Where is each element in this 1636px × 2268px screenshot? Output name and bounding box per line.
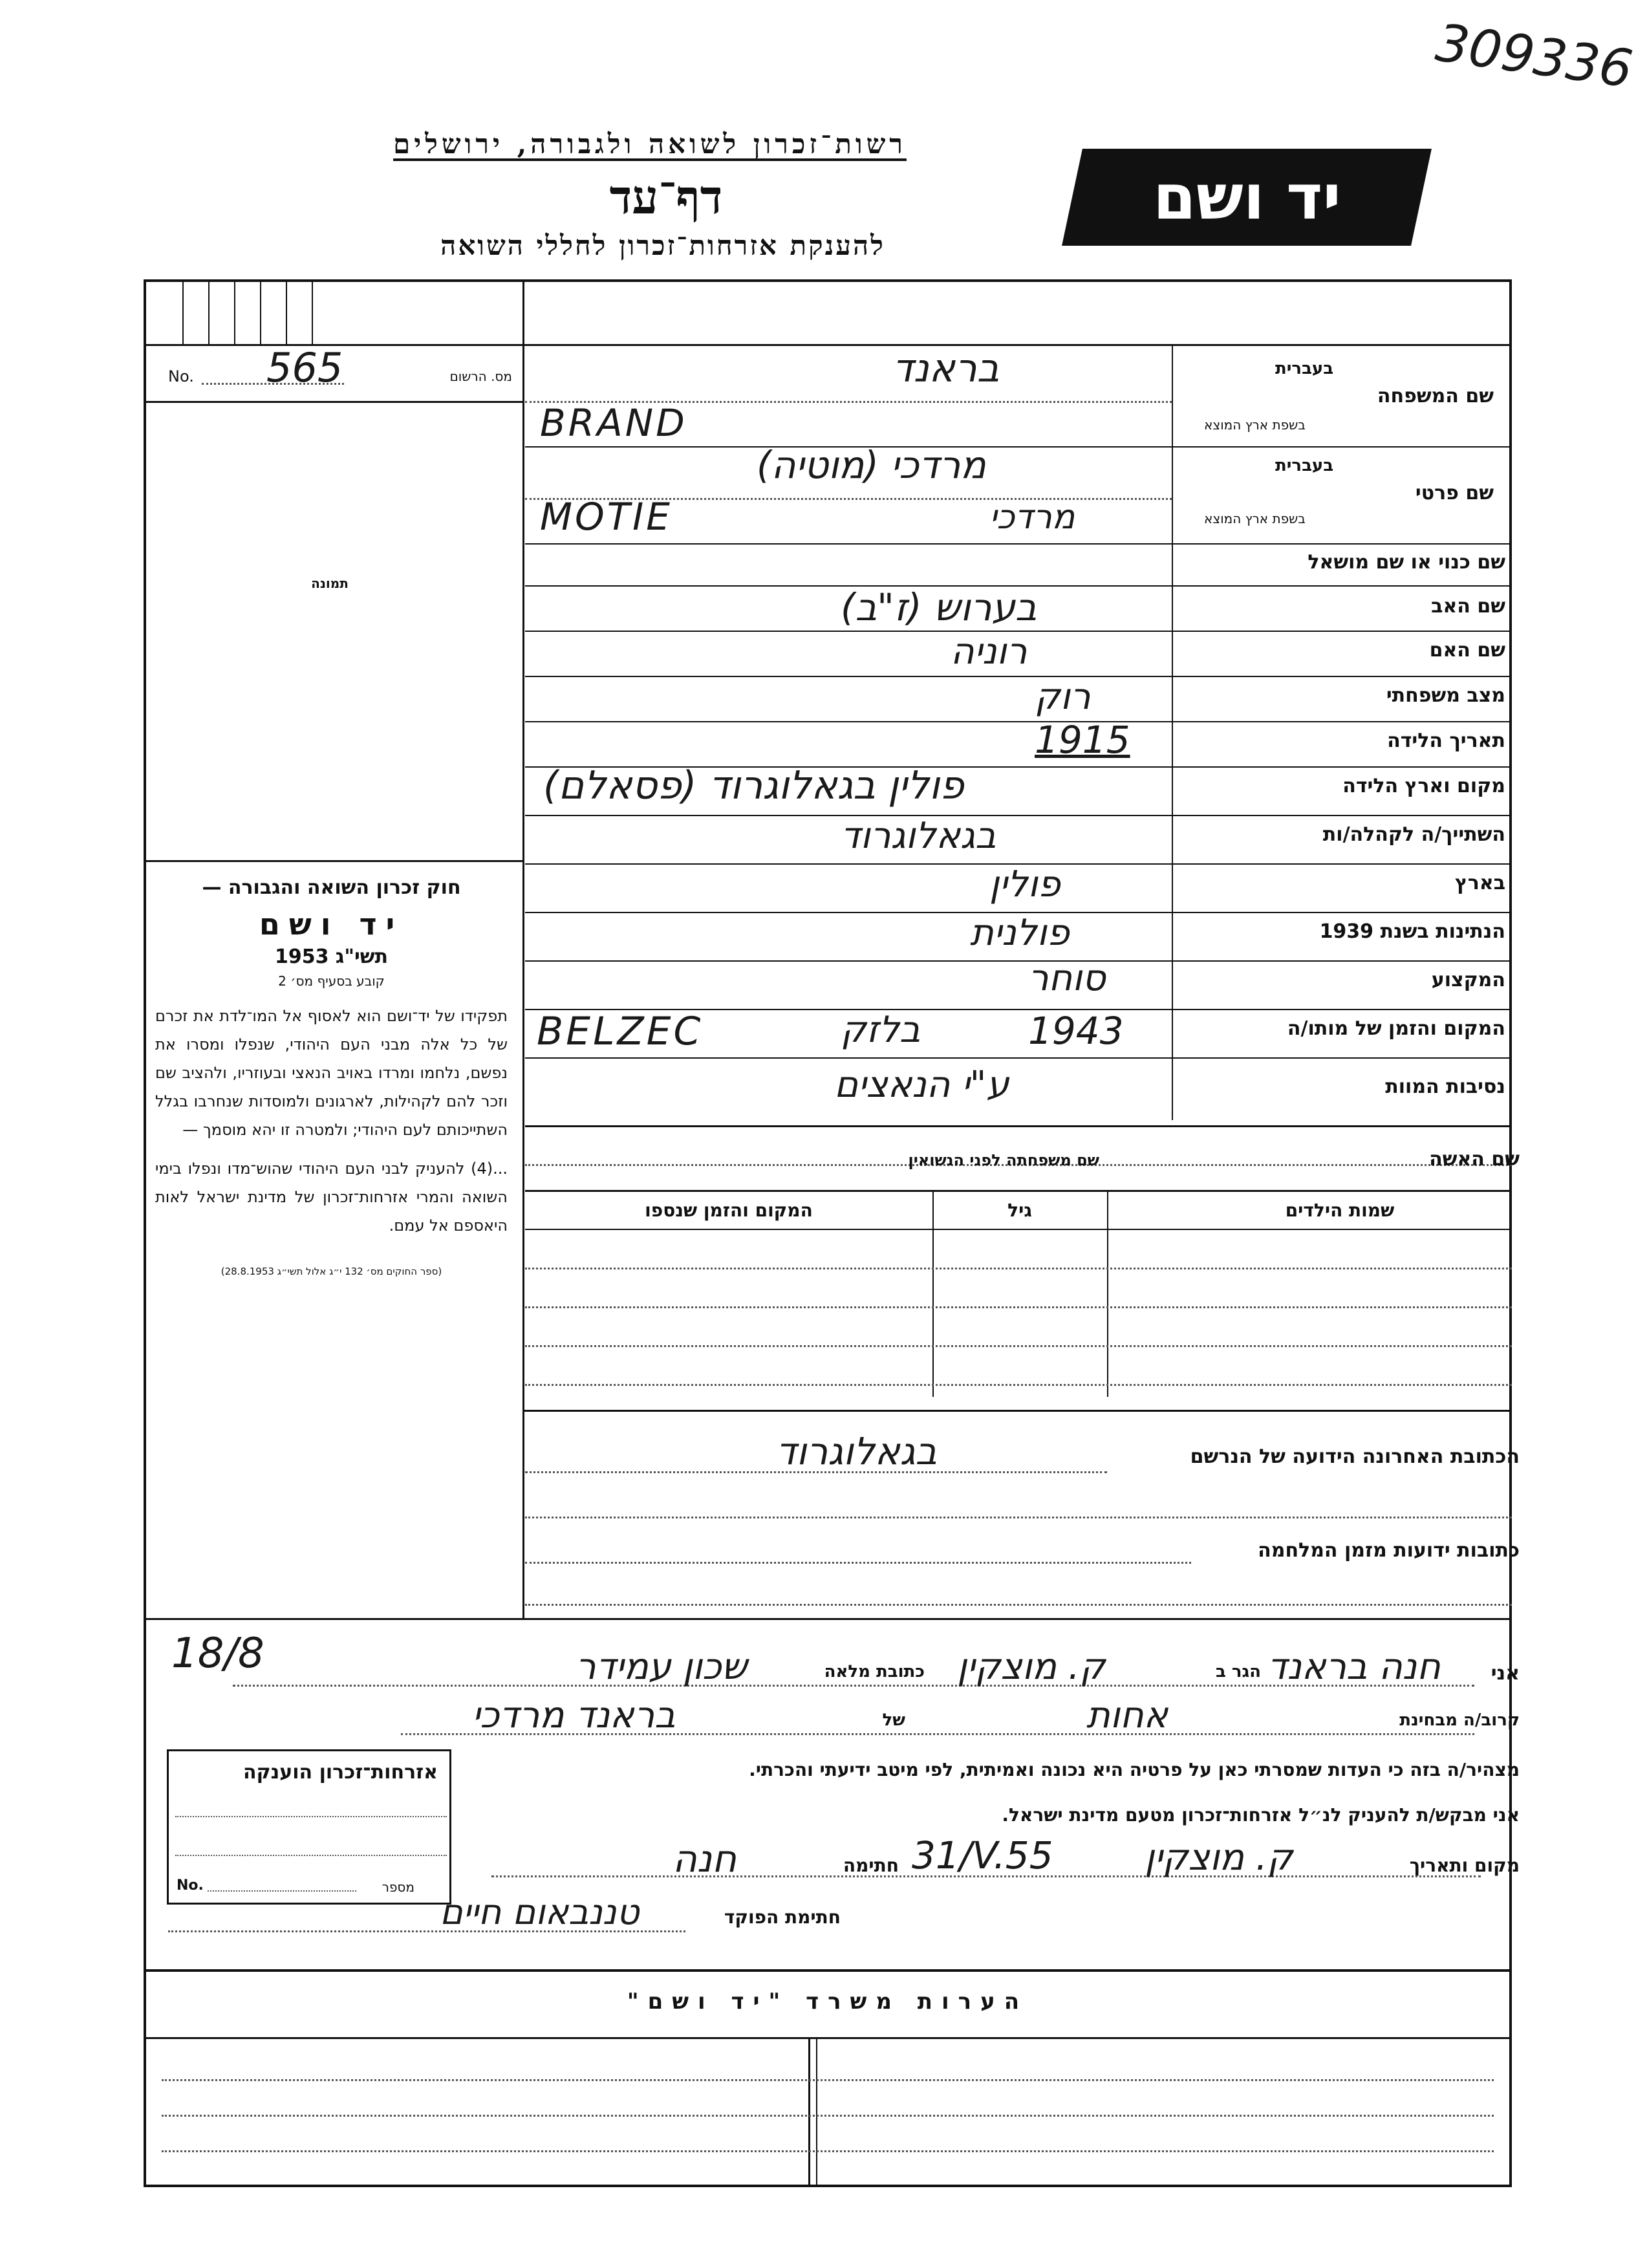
children-header-place: המקום והזמן שנספו	[645, 1200, 813, 1221]
first-origin-sub: בשפת ארץ המוצא	[1204, 511, 1306, 526]
law-para2: ...(4) להעניק לבני העם היהודי שהוש־מדו ונפלו בימי השואה והמרי אזרחות־זכרון של מדינת ישראל לאות היאספם אל עמם.	[155, 1160, 508, 1235]
citizenship-box-no: No.	[177, 1877, 204, 1894]
law-para1: תפקידו של יד־ושם הוא לאסוף אל המו־לדת את זכרם של כל אלה מבני העם היהודי, שנפלו ומסרו את נפשם, נלחמו ומרדו באויב הנאצי ובעוזריו, ולהציב שם וזכר להם לקהילות, לארגונים ולמוסדות שנחרבו בגלל השתייכותם לעם היהודי; ולמטרה זו יהא מוסמך —	[155, 1007, 508, 1139]
wife-maiden-label: שם משפחתה לפני הנשואין	[908, 1151, 1099, 1169]
profession-label: המקצוע	[1431, 969, 1505, 991]
yad-vashem-logo	[1062, 149, 1432, 246]
left-column-divider	[522, 279, 524, 1618]
declarant-prefix: אני	[1491, 1662, 1520, 1685]
country-label: בארץ	[1454, 872, 1505, 894]
office-notes-title: הערות משרד "יד ושם"	[627, 1989, 1029, 2014]
father-value: בערוש (ז"ב)	[841, 585, 1037, 629]
wife-label: שם האשה	[1429, 1148, 1520, 1171]
law-heading: חוק זכרון השואה והגבורה —	[202, 876, 461, 899]
citizenship-box-number-label: מספר	[382, 1879, 414, 1895]
registration-row	[144, 344, 522, 403]
statement-1: מצהיר/ה בזה כי העדות שמסרתי כאן על פרטיה היא נכונה ואמיתית, לפי מיטב ידיעתי והכרתי.	[749, 1759, 1520, 1780]
date-value: 31/V.55	[912, 1833, 1053, 1877]
citizenship-1939-value: פולנית	[970, 912, 1070, 954]
code-boxes	[144, 279, 525, 346]
first-name-label: שם פרטי	[1415, 482, 1494, 504]
mother-label: שם האם	[1429, 639, 1505, 662]
first-hebrew-sub: בעברית	[1275, 456, 1334, 475]
citizenship-1939-label: הנתינות בשנת 1939	[1319, 920, 1505, 943]
notes-divider	[808, 2037, 810, 2187]
signature-label: חתימה	[843, 1855, 899, 1876]
profession-value: סוחר	[1028, 957, 1106, 999]
org-name: רשות־זכרון לשואה ולגבורה, ירושלים	[393, 128, 907, 160]
marital-value: רוק	[1035, 676, 1091, 718]
law-box	[155, 876, 508, 1277]
last-address-label: הכתובת האחרונה הידועה של הנרשם	[1190, 1445, 1520, 1468]
family-name-hebrew: בראנד	[892, 346, 1000, 391]
death-place-hebrew: בלזק	[841, 1009, 921, 1051]
citizenship-box	[167, 1749, 451, 1905]
family-hebrew-sub: בעברית	[1275, 359, 1334, 378]
declarant-unit: 18/8	[171, 1630, 264, 1678]
children-header-names: שמות הילדים	[1285, 1200, 1395, 1221]
country-value: פולין	[989, 863, 1060, 905]
of-name: בראנד מרדכי	[472, 1694, 676, 1736]
officer-label: חתימת הפוקד	[724, 1906, 841, 1928]
citizenship-box-title: אזרחות־זכרון הוענקה	[242, 1761, 438, 1784]
place-date-label: מקום ותאריך	[1409, 1855, 1520, 1876]
birth-date-value: 1915	[1035, 718, 1130, 762]
officer-signature: טננבאום חיים	[440, 1892, 640, 1932]
mother-value: רוניה	[951, 631, 1028, 673]
death-label: המקום והזמן של מותו/ה	[1287, 1017, 1505, 1040]
declarant-address: שכון עמידר	[576, 1646, 748, 1688]
birth-date-label: תאריך הלידה	[1387, 729, 1505, 752]
wartime-addresses-label: כתובות ידועות מזמן המלחמה	[1258, 1539, 1520, 1562]
address-label: כתובת מלאה	[824, 1662, 925, 1681]
ms-label: מס. הרשום	[449, 369, 512, 384]
law-clause: קובע בסעיף מס׳ 2	[278, 973, 385, 989]
no-label: No.	[168, 367, 194, 385]
family-origin-sub: בשפת ארץ המוצא	[1204, 417, 1306, 433]
nickname-label: שם כנוי או שם מושאל	[1308, 551, 1505, 574]
law-source: (ספר החוקים מס׳ 132 י״ג אלול תשי״ג 28.8.1953)	[221, 1266, 442, 1277]
law-year: תשי"ג 1953	[274, 945, 389, 968]
first-name-origin: MOTIE	[540, 495, 673, 539]
birth-place-label: מקום וארץ הלידה	[1342, 775, 1505, 797]
marital-label: מצב משפחתי	[1386, 684, 1505, 707]
death-circumstances-value: ע"י הנאצים	[834, 1064, 1009, 1106]
declarant-name: חנה בראנד	[1267, 1646, 1441, 1688]
lives-in-label: הגר ב	[1215, 1662, 1261, 1681]
form-title: דף־עד	[609, 169, 723, 224]
first-name-hebrew: מרדכי (מוטיה)	[757, 443, 986, 487]
registration-number: 565	[266, 344, 343, 391]
birth-place-value: פולין בגאלוגרוד (פסאלם)	[543, 763, 964, 808]
of-label: של	[882, 1711, 905, 1730]
death-circumstances-label: נסיבות המוות	[1385, 1075, 1505, 1098]
last-address-value: בגאלוגרוד	[776, 1429, 938, 1473]
signature-value: חנה	[673, 1837, 737, 1881]
family-name-label: שם המשפחה	[1377, 385, 1494, 407]
father-label: שם האב	[1431, 595, 1505, 618]
death-place-latin: BELZEC	[537, 1009, 704, 1054]
death-year: 1943	[1028, 1009, 1124, 1053]
form-subtitle: להענקת אזרחות־זכרון לחללי השואה	[440, 230, 885, 261]
children-table	[525, 1190, 1512, 1397]
community-label: השתייך/ה לקהלה/ות	[1322, 823, 1505, 846]
relation-value: אחות	[1086, 1694, 1168, 1736]
community-value: בגאלוגרוד	[841, 815, 996, 857]
family-name-origin: BRAND	[540, 401, 687, 445]
statement-2: אני מבקש/ת להעניק לנ״ל אזרחות־זכרון מטעם מדינת ישראל.	[1002, 1804, 1520, 1826]
children-header-age: גיל	[1007, 1200, 1032, 1221]
law-name: יד ושם	[259, 907, 404, 942]
archive-number: 309336	[1432, 12, 1636, 100]
declarant-city: ק. מוצקין	[957, 1646, 1106, 1688]
place-value: ק. מוצקין	[1145, 1837, 1293, 1879]
first-name-origin-hebrew: מרדכי	[989, 498, 1075, 537]
relation-label: קרוב/ה מבחינת	[1399, 1711, 1520, 1730]
logo-text: יד ושם	[1152, 161, 1341, 233]
photo-label: תמונה	[311, 576, 349, 591]
